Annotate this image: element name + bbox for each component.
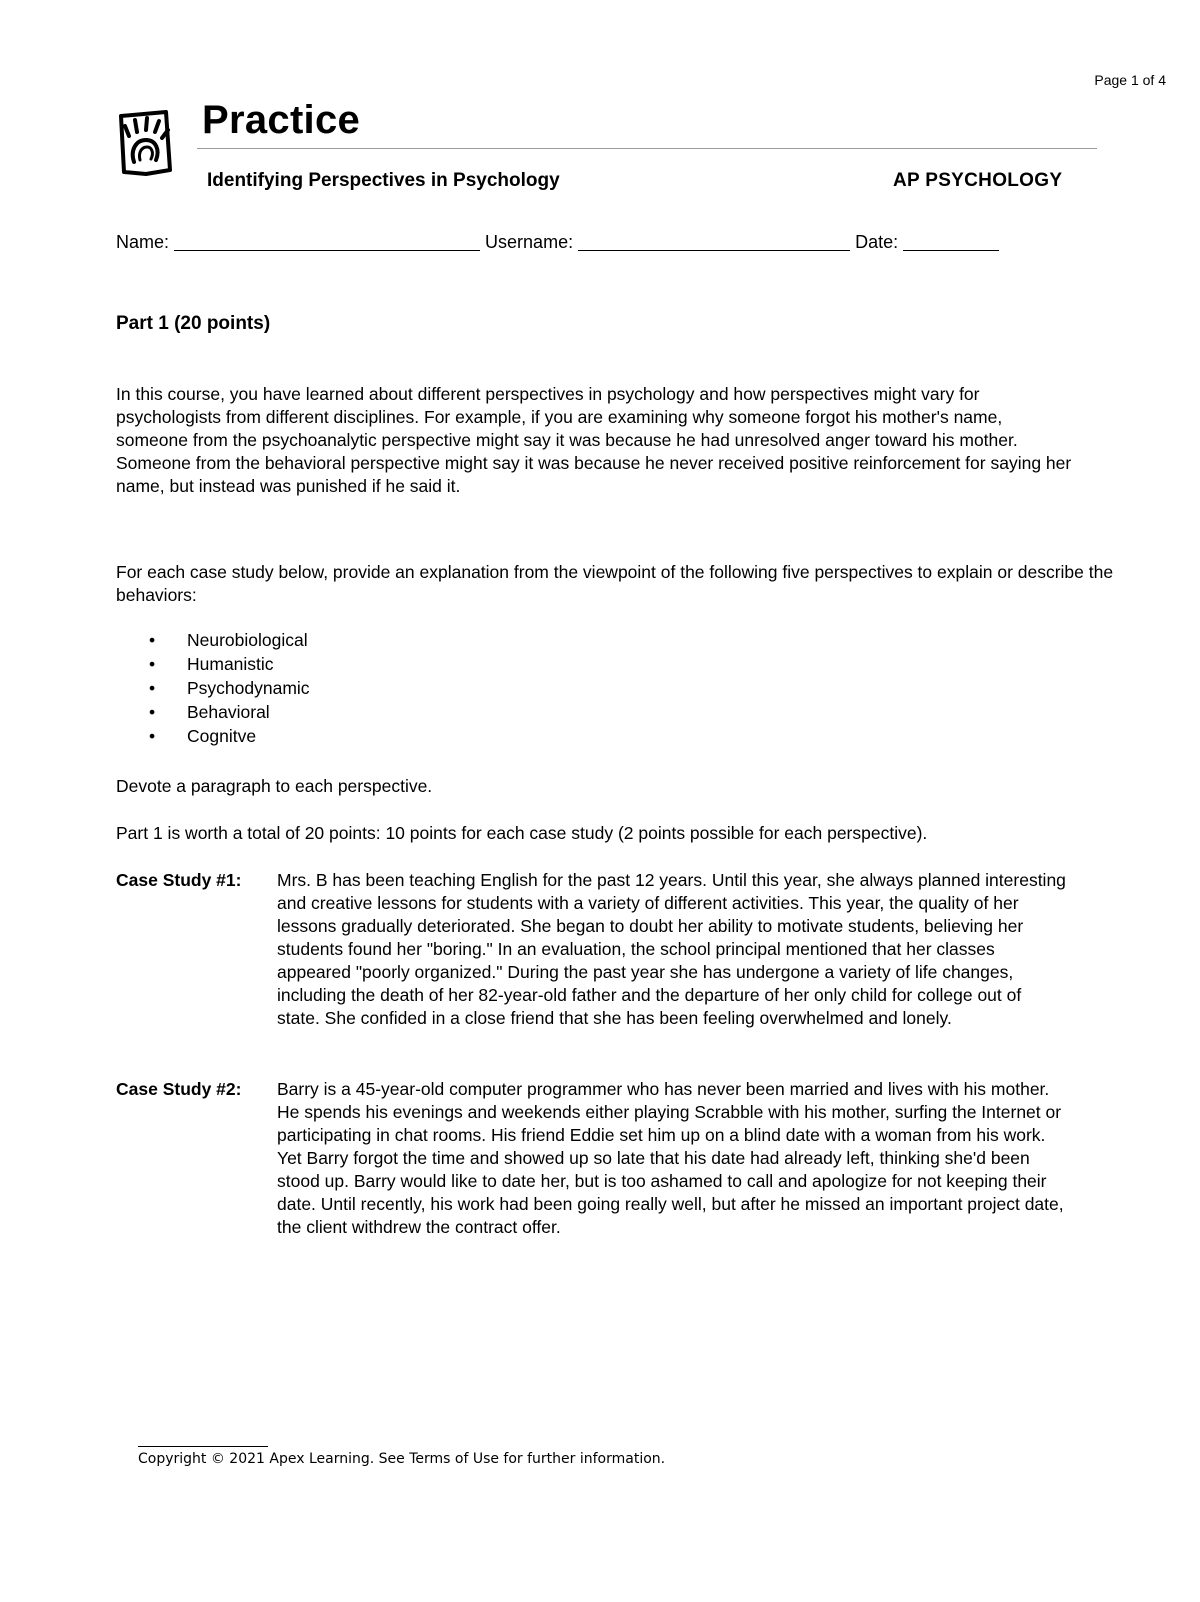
footer-divider xyxy=(138,1446,268,1447)
list-item: • Cognitve xyxy=(116,724,310,748)
instructions-paragraph: For each case study below, provide an explanation from the viewpoint of the following five perspectives to explain or describe the behaviors: xyxy=(116,562,1114,605)
username-label: Username: xyxy=(485,232,574,252)
assignment-subtitle: Identifying Perspectives in Psychology xyxy=(207,170,560,191)
points-paragraph: Part 1 is worth a total of 20 points: 10 points for each case study (2 points possible for each perspective). xyxy=(116,823,928,843)
copyright-notice: Copyright © 2021 Apex Learning. See Terms of Use for further information. xyxy=(138,1451,666,1467)
document-title: Practice xyxy=(202,98,361,142)
apex-practice-logo-icon xyxy=(116,110,174,176)
case-study-label: Case Study #2: xyxy=(116,1079,242,1099)
title-divider xyxy=(197,148,1097,149)
course-name: AP PSYCHOLOGY xyxy=(893,170,1063,191)
list-item: • Humanistic xyxy=(116,652,310,676)
list-item: • Neurobiological xyxy=(116,628,310,652)
case-study-text: Barry is a 45-year-old computer programmer who has never been married and lives with his mother. He spends his evenings and weekends either playing Scrabble with his mother, surfing the Internet or participating in chat rooms. His friend Eddie set him up on a blind date with a woman from his work. Yet Barry forgot the time and showed up so late that his date had already left, thinking she'd been stood up. Barry would like to date her, but is too ashamed to call and apologize for not keeping their date. Until recently, his work had been going really well, but after he missed an important project date, the client withdrew the contract offer. xyxy=(277,1079,1064,1237)
intro-paragraph: In this course, you have learned about different perspectives in psychology and how perspectives might vary for psychologists from different disciplines. For example, if you are examining why someone forgot his mother's name, someone from the psychoanalytic perspective might say it was because he had unresolved anger toward his mother. Someone from the behavioral perspective might say it was because he never received positive reinforcement for saying her name, but instead was punished if he said it. xyxy=(116,384,1072,496)
name-blank[interactable] xyxy=(174,232,480,251)
list-item: • Psychodynamic xyxy=(116,676,310,700)
page-number: Page 1 of 4 xyxy=(1094,72,1166,88)
date-label: Date: xyxy=(855,232,899,252)
part-1-heading: Part 1 (20 points) xyxy=(116,313,271,334)
username-blank[interactable] xyxy=(578,232,850,251)
name-label: Name: xyxy=(116,232,170,252)
case-study-label: Case Study #1: xyxy=(116,870,242,890)
perspectives-list xyxy=(116,628,310,748)
case-study-text: Mrs. B has been teaching English for the past 12 years. Until this year, she always planned interesting and creative lessons for students with a variety of different activities. This year, the quality of her lessons gradually deteriorated. She began to doubt her ability to motivate students, believing her students found her "boring." In an evaluation, the school principal mentioned that her classes appeared "poorly organized." During the past year she has undergone a variety of life changes, including the death of her 82-year-old father and the departure of her only child for college out of state. She confided in a close friend that she has been feeling overwhelmed and lonely. xyxy=(277,870,1066,1028)
date-blank[interactable] xyxy=(903,232,999,251)
student-info-fields xyxy=(116,232,999,253)
list-item: • Behavioral xyxy=(116,700,310,724)
devote-paragraph: Devote a paragraph to each perspective. xyxy=(116,776,433,796)
